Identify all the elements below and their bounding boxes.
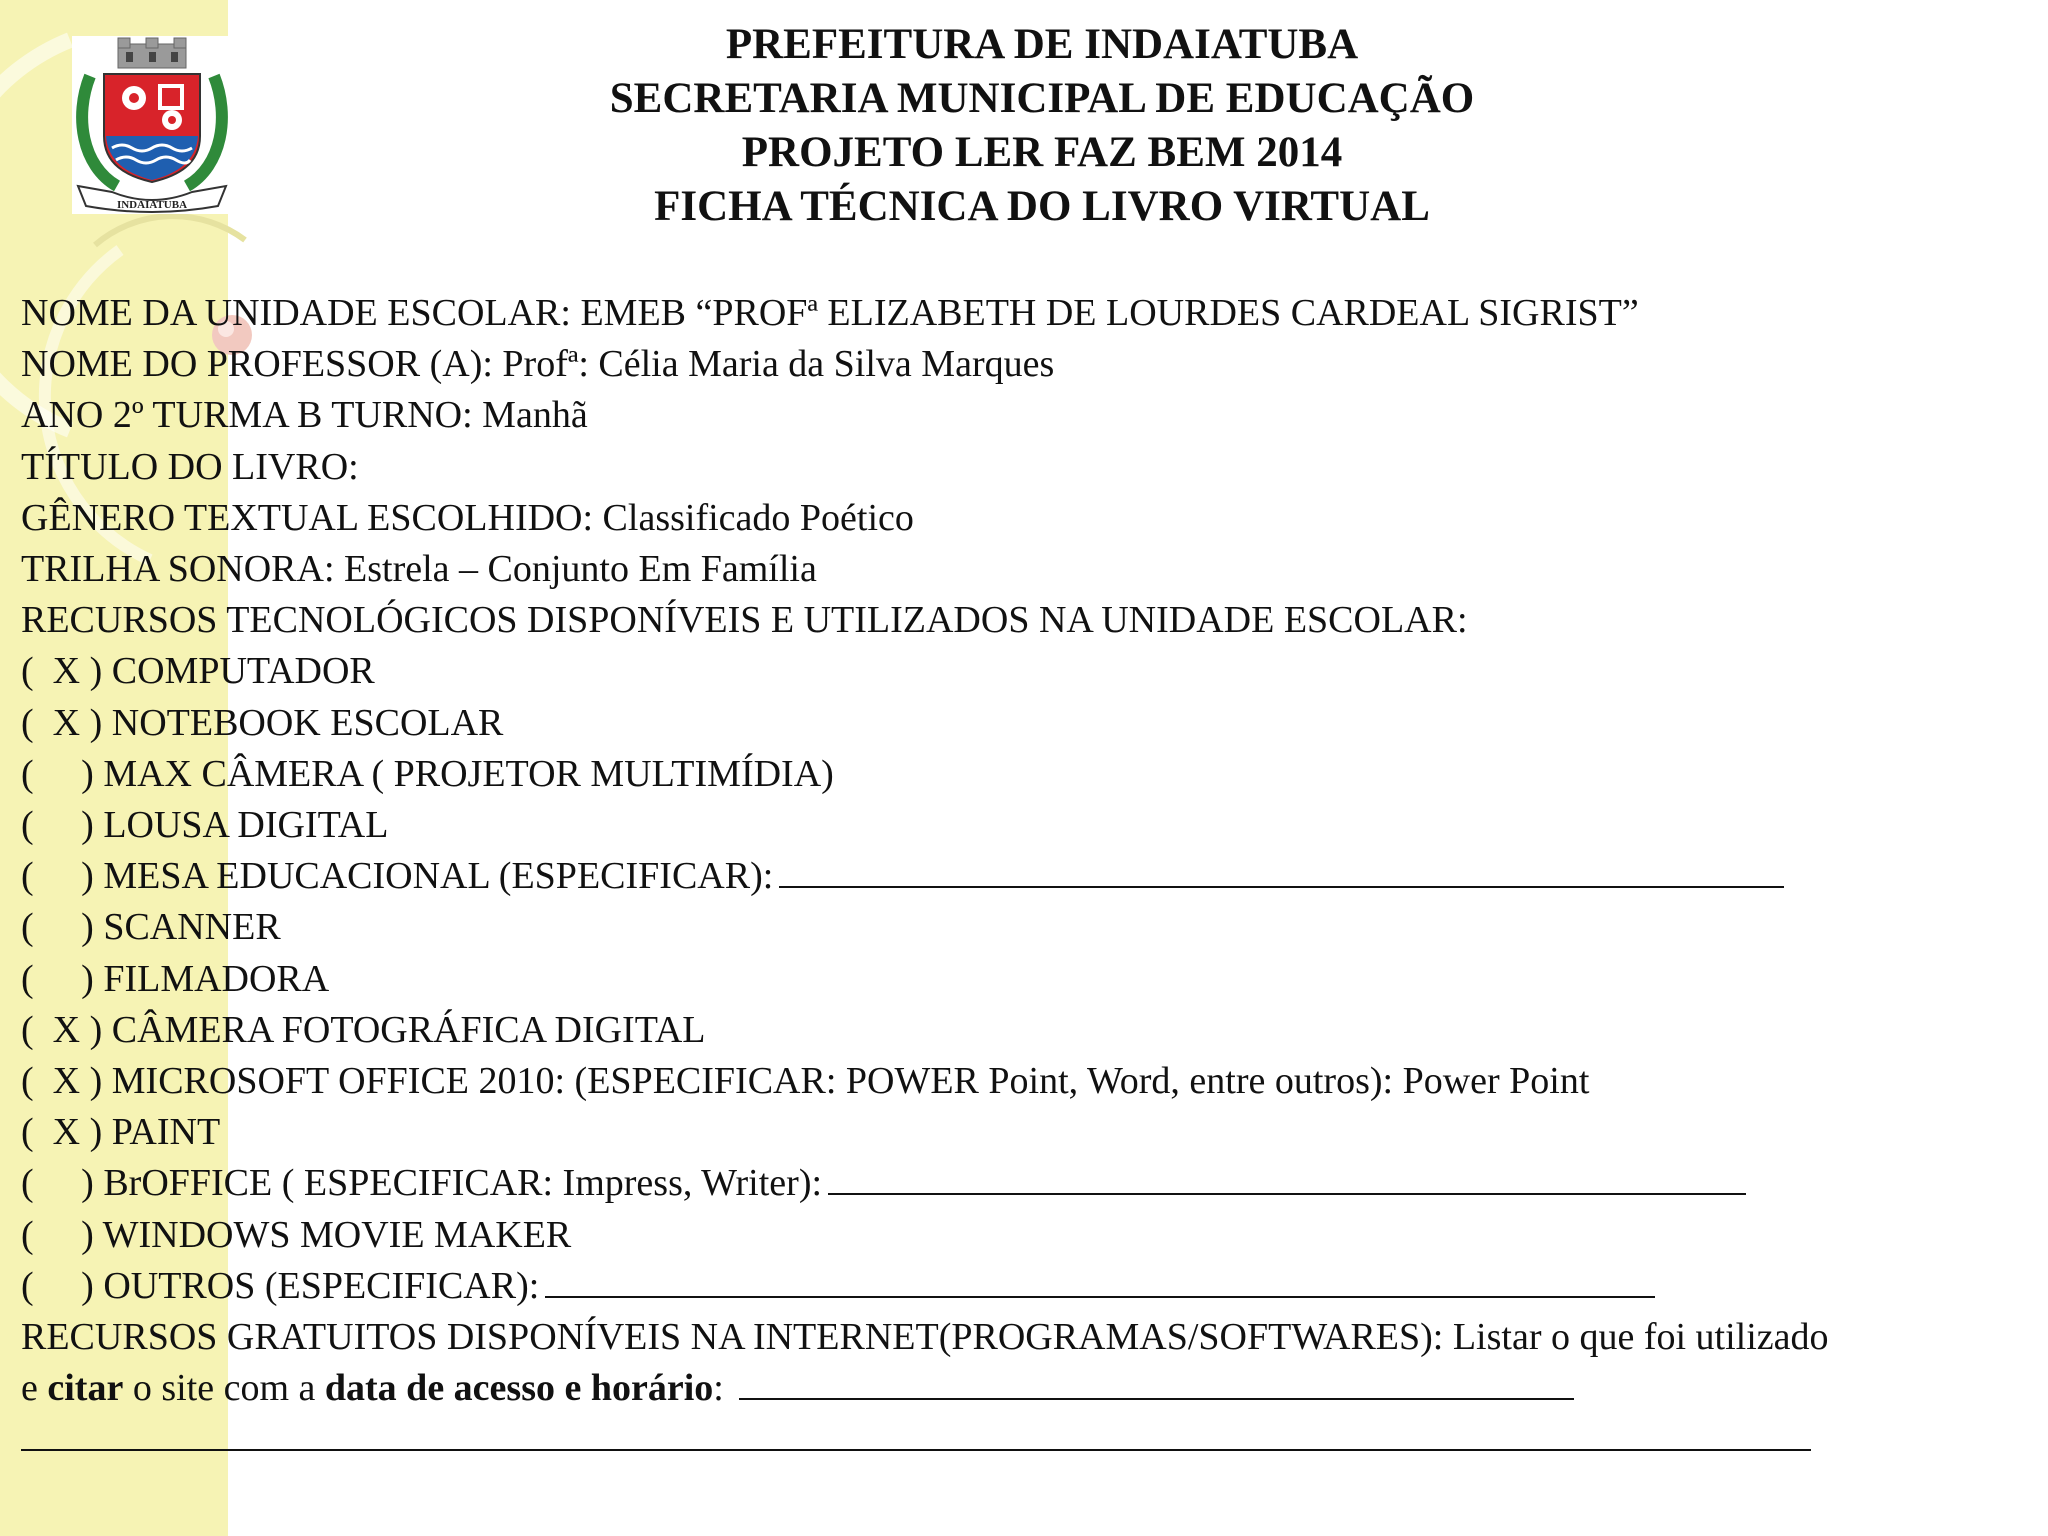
resource-checkbox: ( )	[21, 906, 94, 949]
free-resources-heading: RECURSOS GRATUITOS DISPONÍVEIS NA INTERNET(PROGRAMAS/SOFTWARES): Listar o que foi utilizado	[21, 1316, 1829, 1359]
resources-heading: RECURSOS TECNOLÓGICOS DISPONÍVEIS E UTILIZADOS NA UNIDADE ESCOLAR:	[21, 599, 1468, 642]
extra-blank-line-row	[21, 1414, 2048, 1465]
citation-blank-line	[739, 1364, 1574, 1400]
resource-label: LOUSA DIGITAL	[103, 804, 389, 847]
resource-item	[21, 698, 2048, 749]
resource-label: SCANNER	[103, 906, 281, 949]
resource-checkbox: ( )	[21, 752, 94, 795]
header-line-ficha: FICHA TÉCNICA DO LIVRO VIRTUAL	[654, 183, 1430, 230]
resource-specify-blank	[545, 1262, 1655, 1298]
resource-item	[21, 800, 2048, 851]
resource-checkbox: ( X )	[21, 701, 103, 744]
school-name-field: NOME DA UNIDADE ESCOLAR: EMEB “PROFª ELIZABETH DE LOURDES CARDEAL SIGRIST”	[21, 292, 1639, 334]
resource-checkbox: ( )	[21, 957, 94, 1000]
genre-field: GÊNERO TEXTUAL ESCOLHIDO: Classificado Poético	[21, 496, 914, 539]
word-e: e	[21, 1367, 38, 1410]
words-site-com-a: o site com a	[132, 1367, 316, 1410]
resource-specify-blank	[828, 1159, 1746, 1195]
resource-specify-blank	[779, 852, 1784, 888]
resource-checkbox: ( X )	[21, 650, 103, 693]
resource-checkbox: ( )	[21, 804, 94, 847]
resource-label: WINDOWS MOVIE MAKER	[102, 1213, 572, 1256]
resource-label: MESA EDUCACIONAL (ESPECIFICAR):	[103, 855, 774, 898]
resource-label: COMPUTADOR	[111, 650, 375, 693]
resource-label: MAX CÂMERA ( PROJETOR MULTIMÍDIA)	[103, 752, 834, 795]
header-line-prefeitura: PREFEITURA DE INDAIATUBA	[725, 21, 1359, 68]
resource-item	[21, 954, 2048, 1005]
free-resources-citation-line	[21, 1363, 2048, 1414]
book-title-field: TÍTULO DO LIVRO:	[21, 445, 359, 488]
crest-motto: INDAIATUBA	[116, 199, 188, 211]
resource-label: FILMADORA	[103, 957, 330, 1000]
resource-label: NOTEBOOK ESCOLAR	[111, 701, 504, 744]
resource-item	[21, 646, 2048, 697]
resource-checklist	[21, 646, 2048, 1312]
document-header	[0, 18, 2048, 234]
resource-item	[21, 902, 2048, 953]
resource-checkbox: ( )	[21, 1162, 94, 1205]
resource-checkbox: ( )	[21, 1213, 94, 1256]
resource-item	[21, 1158, 2048, 1209]
resource-label: CÂMERA FOTOGRÁFICA DIGITAL	[111, 1008, 706, 1051]
resource-item	[21, 1261, 2048, 1312]
resource-item	[21, 1107, 2048, 1158]
header-line-secretaria: SECRETARIA MUNICIPAL DE EDUCAÇÃO	[609, 75, 1475, 122]
form-body	[21, 288, 2048, 1466]
word-citar: citar	[47, 1367, 124, 1410]
resource-checkbox: ( X )	[21, 1008, 103, 1051]
resource-label: BrOFFICE ( ESPECIFICAR: Impress, Writer):	[103, 1162, 823, 1205]
resource-item	[21, 1210, 2048, 1261]
teacher-name-field: NOME DO PROFESSOR (A): Profª: Célia Maria da Silva Marques	[21, 343, 1055, 386]
extra-blank-line	[21, 1415, 1811, 1451]
resource-label: OUTROS (ESPECIFICAR):	[103, 1264, 540, 1307]
resource-checkbox: ( )	[21, 855, 94, 898]
resource-item	[21, 1056, 2048, 1107]
resource-label: MICROSOFT OFFICE 2010: (ESPECIFICAR: POWER Point, Word, entre outros): Power Point	[111, 1060, 1590, 1103]
resource-label: PAINT	[111, 1111, 221, 1154]
resource-item	[21, 851, 2048, 902]
resource-item	[21, 749, 2048, 800]
header-line-projeto: PROJETO LER FAZ BEM 2014	[741, 129, 1343, 176]
words-data-acesso: data de acesso e horário	[324, 1367, 714, 1410]
colon: :	[713, 1367, 724, 1410]
resource-checkbox: ( X )	[21, 1060, 103, 1103]
soundtrack-field: TRILHA SONORA: Estrela – Conjunto Em Família	[21, 548, 817, 591]
resource-checkbox: ( X )	[21, 1111, 103, 1154]
resource-checkbox: ( )	[21, 1264, 94, 1307]
class-field: ANO 2º TURMA B TURNO: Manhã	[21, 394, 588, 437]
resource-item	[21, 1005, 2048, 1056]
